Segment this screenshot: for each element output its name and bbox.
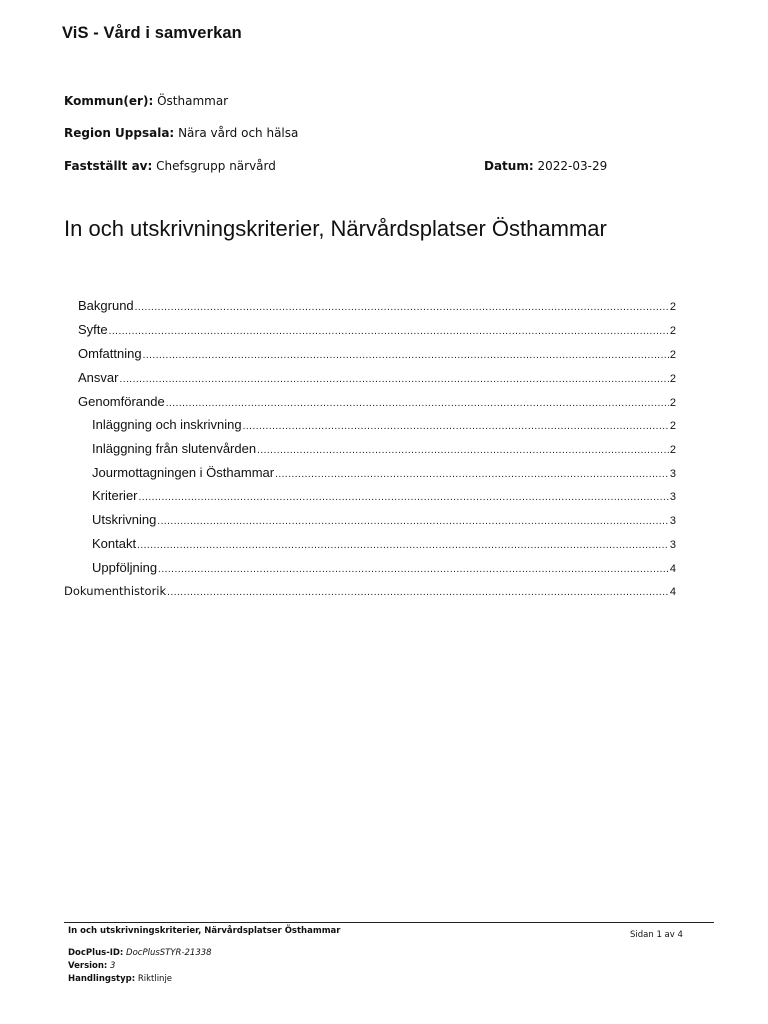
toc-leader-dots — [137, 540, 669, 551]
meta-kommun-label: Kommun(er): — [64, 94, 154, 108]
meta-kommun-value: Östhammar — [157, 94, 229, 108]
footer-version-label: Version: — [68, 961, 108, 971]
toc-entry-page: 3 — [669, 468, 676, 480]
footer-version — [68, 961, 115, 971]
toc-leader-dots — [243, 421, 669, 432]
meta-kommun — [64, 94, 228, 108]
meta-datum-value: 2022-03-29 — [537, 159, 608, 173]
toc-entry-label: Dokumenthistorik — [64, 584, 167, 598]
footer-handlingstyp-value: Riktlinje — [137, 974, 173, 984]
toc-entry-label: Genomförande — [78, 394, 165, 409]
toc-entry-page: 2 — [669, 325, 676, 337]
toc-entry-page: 3 — [669, 539, 676, 551]
meta-faststallt-value: Chefsgrupp närvård — [156, 159, 276, 173]
footer-handlingstyp-label: Handlingstyp: — [68, 974, 136, 984]
brand-header: ViS - Vård i samverkan — [62, 24, 242, 42]
toc-entry-label: Omfattning — [78, 346, 142, 361]
toc-entry-page: 2 — [669, 397, 676, 409]
toc-entry-page: 4 — [669, 563, 676, 575]
toc-entry-page: 3 — [669, 491, 676, 503]
toc-entry-label: Kontakt — [92, 536, 137, 551]
toc-entry-jourmottagningen[interactable] — [92, 465, 676, 485]
toc-leader-dots — [143, 350, 669, 361]
toc-entry-dokumenthistorik[interactable] — [64, 584, 676, 604]
toc-entry-kontakt[interactable] — [92, 536, 676, 556]
toc-leader-dots — [157, 516, 669, 527]
toc-entry-ansvar[interactable] — [78, 370, 676, 390]
toc-entry-page: 2 — [669, 444, 676, 456]
footer-handlingstyp — [68, 974, 172, 984]
toc-leader-dots — [158, 564, 669, 575]
toc-leader-dots — [167, 587, 669, 598]
meta-region — [64, 126, 298, 140]
toc-entry-uppfoljning[interactable] — [92, 560, 676, 580]
toc-entry-utskrivning[interactable] — [92, 512, 676, 532]
toc-entry-page: 3 — [669, 515, 676, 527]
footer-docplus-label: DocPlus-ID: — [68, 948, 124, 958]
meta-datum — [484, 159, 607, 173]
toc-entry-label: Bakgrund — [78, 298, 134, 313]
toc-entry-inlaggning-slutenvarden[interactable] — [92, 441, 676, 461]
meta-region-label: Region Uppsala: — [64, 126, 175, 140]
footer-page-number: Sidan 1 av 4 — [630, 930, 683, 940]
toc-leader-dots — [257, 445, 669, 456]
toc-entry-page: 2 — [669, 420, 676, 432]
footer-document-title: In och utskrivningskriterier, Närvårdsplatser Östhammar — [68, 926, 341, 936]
toc-leader-dots — [109, 326, 669, 337]
toc-entry-omfattning[interactable] — [78, 346, 676, 366]
toc-entry-page: 4 — [669, 586, 676, 598]
toc-entry-label: Kriterier — [92, 488, 138, 503]
toc-entry-page: 2 — [669, 301, 676, 313]
footer-version-value: 3 — [110, 961, 116, 971]
meta-faststallt-label: Fastställt av: — [64, 159, 153, 173]
toc-entry-label: Utskrivning — [92, 512, 157, 527]
toc-leader-dots — [139, 492, 669, 503]
toc-leader-dots — [275, 469, 669, 480]
footer-divider — [64, 922, 714, 923]
toc-entry-syfte[interactable] — [78, 322, 676, 342]
toc-entry-genomforande[interactable] — [78, 394, 676, 414]
toc-leader-dots — [135, 302, 669, 313]
toc-entry-label: Inläggning från slutenvården — [92, 441, 257, 456]
toc-entry-label: Uppföljning — [92, 560, 158, 575]
toc-entry-inlaggning-inskrivning[interactable] — [92, 417, 676, 437]
toc-entry-kriterier[interactable] — [92, 488, 676, 508]
toc-leader-dots — [119, 374, 668, 385]
toc-entry-label: Inläggning och inskrivning — [92, 417, 242, 432]
meta-datum-label: Datum: — [484, 159, 534, 173]
toc-leader-dots — [166, 398, 669, 409]
toc-entry-bakgrund[interactable] — [78, 298, 676, 318]
toc-entry-label: Syfte — [78, 322, 108, 337]
toc-entry-page: 2 — [669, 373, 676, 385]
document-title: In och utskrivningskriterier, Närvårdsplatser Östhammar — [64, 216, 607, 241]
footer-docplus-id — [68, 948, 212, 958]
toc-entry-page: 2 — [669, 349, 676, 361]
toc-entry-label: Ansvar — [78, 370, 119, 385]
footer-docplus-value: DocPlusSTYR-21338 — [126, 948, 212, 958]
toc-entry-label: Jourmottagningen i Östhammar — [92, 465, 275, 480]
meta-faststallt — [64, 159, 276, 173]
meta-region-value: Nära vård och hälsa — [178, 126, 299, 140]
